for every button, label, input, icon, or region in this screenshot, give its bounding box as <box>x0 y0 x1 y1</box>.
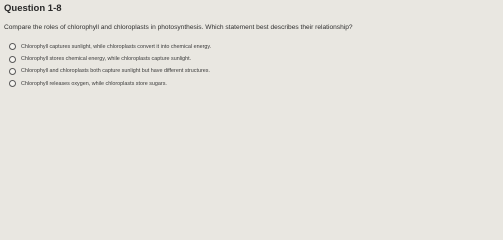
answer-option-b[interactable] <box>9 53 211 65</box>
answer-option-label: Chlorophyll releases oxygen, while chloroplasts store sugars. <box>21 80 167 87</box>
radio-button-icon[interactable] <box>9 80 16 87</box>
radio-button-icon[interactable] <box>9 43 16 50</box>
answer-option-label: Chlorophyll and chloroplasts both capture sunlight but have different structures. <box>21 68 210 75</box>
question-title: Question 1-8 <box>4 3 62 14</box>
radio-button-icon[interactable] <box>9 68 16 75</box>
answer-options <box>9 41 211 90</box>
question-prompt: Compare the roles of chlorophyll and chloroplasts in photosynthesis. Which statement best describes their relationship? <box>4 24 353 31</box>
answer-option-c[interactable] <box>9 66 211 78</box>
answer-option-a[interactable] <box>9 41 211 53</box>
answer-option-label: Chlorophyll captures sunlight, while chloroplasts convert it into chemical energy. <box>21 43 212 50</box>
answer-option-label: Chlorophyll stores chemical energy, while chloroplasts capture sunlight. <box>21 56 192 63</box>
answer-option-d[interactable] <box>9 78 211 90</box>
radio-button-icon[interactable] <box>9 56 16 63</box>
